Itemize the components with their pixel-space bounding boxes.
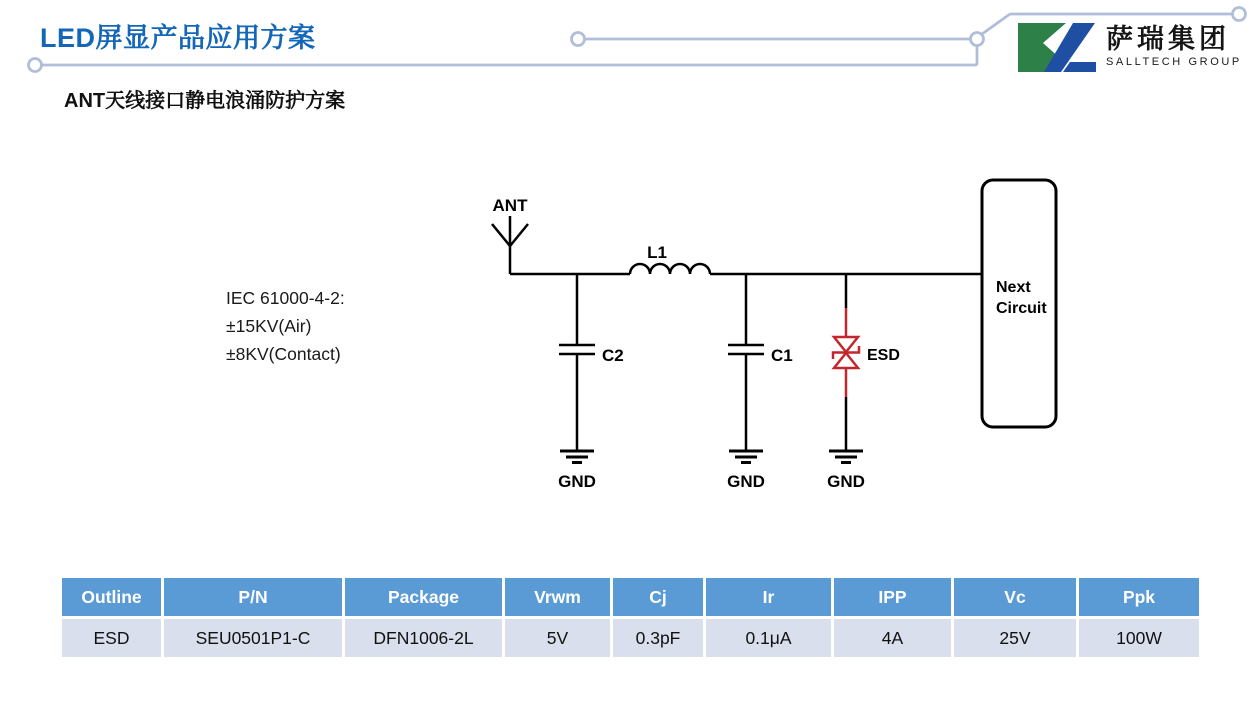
table-header-pn: P/N: [164, 578, 342, 616]
section-subtitle: ANT天线接口静电浪涌防护方案: [64, 90, 346, 112]
table-cell-package: DFN1006-2L: [345, 619, 502, 657]
gnd-label-1: GND: [558, 472, 596, 491]
logo-text: [1106, 24, 1242, 68]
table-header-ipp: IPP: [834, 578, 951, 616]
ground-symbol-1: [560, 451, 594, 463]
capacitor-c2-symbol: [559, 274, 595, 451]
table-cell-pn: SEU0501P1-C: [164, 619, 342, 657]
logo-company-name-cn: 萨瑞集团: [1106, 24, 1230, 54]
logo-company-name-en: SALLTECH GROUP: [1106, 56, 1242, 68]
iec-standard-note: [226, 284, 345, 368]
table-header-vc: Vc: [954, 578, 1076, 616]
iec-note-line1: IEC 61000-4-2:: [226, 288, 345, 308]
inductor-symbol: [630, 264, 710, 274]
capacitor-c1-symbol: [728, 274, 764, 451]
iec-note-line3: ±8KV(Contact): [226, 344, 341, 364]
table-cell-ipp: 4A: [834, 619, 951, 657]
iec-note-line2: ±15KV(Air): [226, 316, 312, 336]
table-header-package: Package: [345, 578, 502, 616]
ground-symbol-2: [729, 451, 763, 463]
gnd-label-3: GND: [827, 472, 865, 491]
c2-label: C2: [602, 346, 624, 365]
esd-tvs-diode-symbol: [833, 274, 859, 451]
page-title: LED屏显产品应用方案: [40, 23, 316, 53]
table-cell-cj: 0.3pF: [613, 619, 703, 657]
table-cell-ir: 0.1μA: [706, 619, 831, 657]
table-cell-vc: 25V: [954, 619, 1076, 657]
esd-label: ESD: [867, 347, 900, 364]
table-cell-ppk: 100W: [1079, 619, 1199, 657]
table-header-ppk: Ppk: [1079, 578, 1199, 616]
next-circuit-label-line1: Next: [996, 279, 1031, 296]
next-circuit-label-line2: Circuit: [996, 300, 1047, 317]
esd-protection-schematic: [440, 175, 1070, 495]
gnd-label-2: GND: [727, 472, 765, 491]
logo-mark-icon: [1016, 20, 1096, 74]
table-header-outline: Outline: [62, 578, 161, 616]
c1-label: C1: [771, 346, 793, 365]
esd-spec-table: [62, 578, 1199, 657]
signal-wire: [510, 264, 982, 274]
table-cell-outline: ESD: [62, 619, 161, 657]
table-header-ir: Ir: [706, 578, 831, 616]
table-header-cj: Cj: [613, 578, 703, 616]
table-header-vrwm: Vrwm: [505, 578, 610, 616]
ant-label: ANT: [492, 196, 528, 215]
antenna-symbol: [492, 216, 528, 274]
company-logo: [1016, 20, 1242, 74]
table-cell-vrwm: 5V: [505, 619, 610, 657]
l1-label: L1: [647, 243, 667, 262]
ground-symbol-3: [829, 451, 863, 463]
